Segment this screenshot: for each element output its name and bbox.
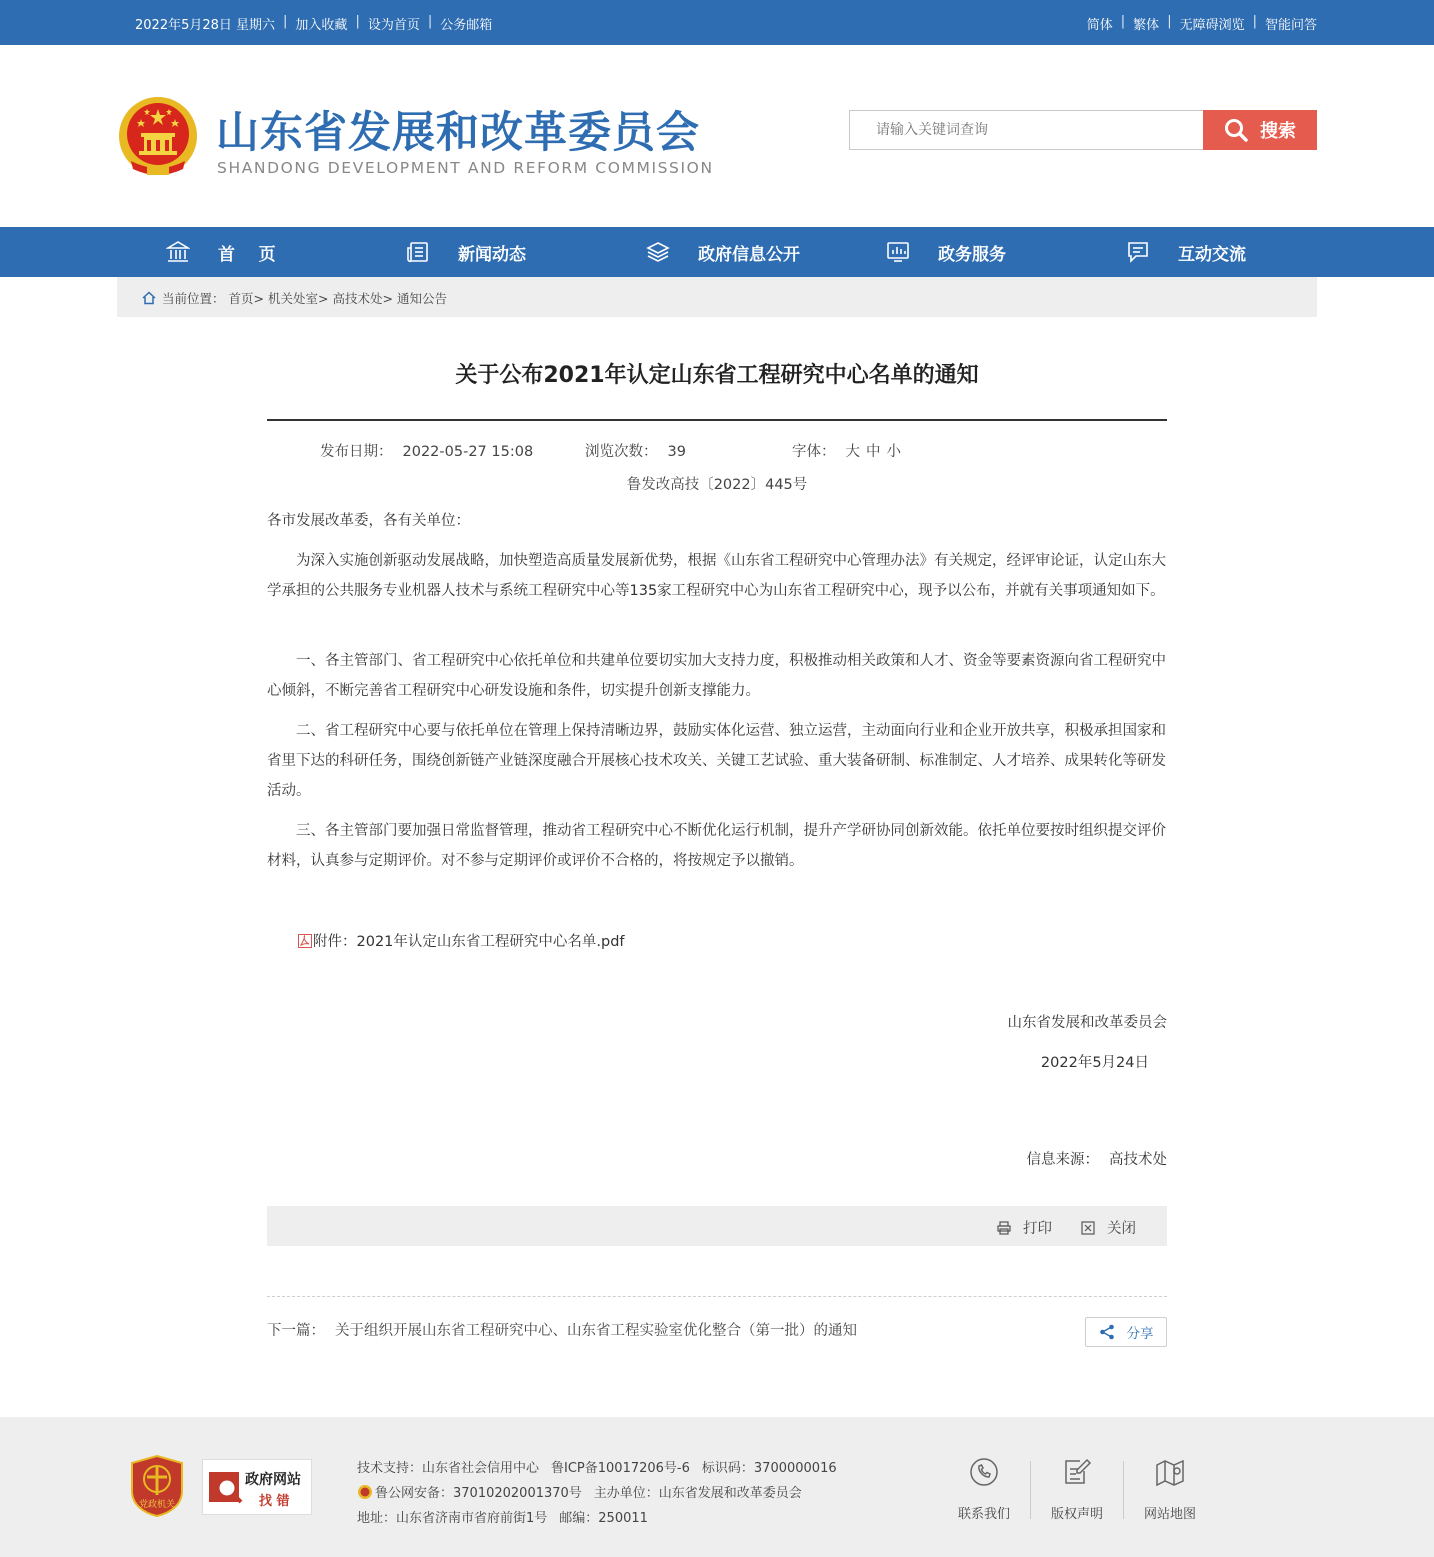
site-code: 标识码：3700000016 [701,1461,837,1476]
font-large-button[interactable]: 大 [845,444,860,460]
mailbox-link[interactable]: 公务邮箱 [440,18,493,33]
address: 地址：山东省济南市省府前街1号 [357,1511,548,1526]
newspaper-icon [406,240,430,264]
close-label: 关闭 [1107,1221,1136,1237]
breadcrumb-inner [142,289,447,307]
font-medium-button[interactable]: 中 [866,444,881,460]
copyright-label: 版权声明 [1050,1507,1103,1522]
find-error-line2: 找 错 [259,1494,290,1509]
police-record[interactable]: 鲁公网安备：37010202001370号 [375,1486,582,1501]
host-unit: 主办单位：山东省发展和改革委员会 [593,1486,802,1501]
contact-us-label: 联系我们 [957,1507,1010,1522]
chat-icon [1126,240,1150,264]
layers-icon [646,240,670,264]
main-nav [0,227,1434,277]
footer [0,1417,1434,1557]
home-icon [142,291,156,305]
footer-info-line2 [357,1482,814,1501]
breadcrumb-home[interactable]: 首页 [228,291,254,306]
set-homepage-link[interactable]: 设为首页 [367,18,420,33]
printer-icon [997,1221,1011,1235]
edit-document-icon [1062,1457,1092,1487]
footer-info-line3 [357,1507,660,1526]
breadcrumb [117,277,1317,317]
police-badge-icon [357,1484,373,1500]
sitemap-label: 网站地图 [1143,1507,1196,1522]
nav-item-services[interactable] [886,227,1006,277]
chart-icon [886,240,910,264]
font-small-button[interactable]: 小 [886,444,901,460]
breadcrumb-notices[interactable]: 通知公告 [397,291,448,306]
publish-date-label: 发布日期： [320,444,393,460]
breadcrumb-separator: > [318,290,329,306]
publish-date: 2022-05-27 15:08 [402,444,534,460]
dashed-divider [267,1296,1167,1297]
next-post-label: 下一篇： [267,1323,325,1339]
separator: | [355,14,360,29]
views-label: 浏览次数： [585,444,658,460]
map-icon [1155,1457,1185,1487]
party-badge-text: 党政机关 [138,1500,176,1510]
phone-icon [969,1457,999,1487]
nav-item-home[interactable] [166,227,276,277]
article-title: 关于公布2021年认定山东省工程研究中心名单的通知 [455,363,979,388]
search-icon [1224,118,1248,142]
font-size-meta [792,440,907,461]
separator: | [427,14,433,29]
tech-support: 技术支持：山东省社会信用中心 [357,1461,540,1476]
footer-divider [1030,1461,1031,1519]
traditional-link[interactable]: 繁体 [1133,18,1160,33]
views-meta [585,440,686,461]
icp-number[interactable]: 鲁ICP备10017206号-6 [551,1461,690,1476]
breadcrumb-separator: > [253,290,265,306]
views-count: 39 [667,444,686,460]
top-bar [0,0,1434,45]
separator: | [1120,14,1126,29]
separator: | [283,14,288,29]
site-title: 山东省发展和改革委员会 [216,108,700,158]
next-post-link[interactable]: 关于组织开展山东省工程研究中心、山东省工程实验室优化整合（第一批）的通知 [335,1323,857,1339]
paragraph-two: 二、省工程研究中心要与依托单位在管理上保持清晰边界，鼓励实体化运营、独立运营，主动面向行业和企业开放共享，积极承担国家和省里下达的科研任务，围绕创新链产业链深度融合开展核心技术攻关、关键工艺试验、重大装备研制、标准制定、人才培养、成果转化等研发活动。 [267,723,1166,799]
close-icon [1081,1221,1095,1235]
separator: | [1167,14,1172,29]
magnifier-icon [207,1468,247,1508]
simplified-link[interactable]: 简体 [1086,18,1113,33]
current-date: 2022年5月28日 星期六 [135,18,276,33]
search-input[interactable] [849,110,1203,150]
copyright-link[interactable] [1037,1457,1117,1522]
find-error-badge[interactable] [202,1459,312,1515]
separator: | [1252,14,1257,29]
breadcrumb-departments[interactable]: 机关处室 [268,291,319,306]
document-number: 鲁发改高技〔2022〕445号 [626,477,808,493]
breadcrumb-hightech[interactable]: 高技术处 [332,291,383,306]
info-source-value: 高技术处 [1109,1152,1167,1168]
title-divider [267,419,1167,421]
nav-item-label: 政务服务 [938,244,1006,265]
signer: 山东省发展和改革委员会 [1007,1015,1167,1031]
share-label: 分享 [1126,1326,1154,1342]
nav-item-news[interactable] [406,227,526,277]
party-organ-badge-icon[interactable] [130,1455,184,1517]
publish-date-meta [320,440,533,461]
sign-date: 2022年5月24日 [1040,1055,1149,1071]
search-button[interactable] [1203,110,1317,150]
search-button-label: 搜索 [1260,121,1296,142]
paragraph-intro: 为深入实施创新驱动发展战略，加快塑造高质量发展新优势，根据《山东省工程研究中心管理办法》有关规定，经评审论证，认定山东大学承担的公共服务专业机器人技术与系统工程研究中心等135家工程研究中心为山东省工程研究中心，现予以公布，并就有关事项通知如下。 [267,553,1166,599]
national-emblem-icon [117,95,199,181]
nav-item-gov-info[interactable] [646,227,800,277]
print-label: 打印 [1023,1221,1052,1237]
nav-item-label: 政府信息公开 [698,244,800,265]
article-toolbar [267,1206,1167,1246]
salutation: 各市发展改革委，各有关单位： [267,513,470,529]
find-error-line1: 政府网站 [245,1472,301,1488]
postcode: 邮编：250011 [559,1511,648,1526]
next-post [267,1319,857,1340]
top-bar-right [1087,14,1317,33]
pdf-icon [297,933,313,949]
accessible-link[interactable]: 无障碍浏览 [1179,18,1245,33]
paragraph-three: 三、各主管部门要加强日常监督管理，推动省工程研究中心不断优化运行机制，提升产学研协同创新效能。依托单位要按时组织提交评价材料，认真参与定期评价。对不参与定期评价或评价不合格的，将按规定予以撤销。 [267,823,1166,869]
site-header [0,45,1434,227]
share-button[interactable] [1085,1317,1167,1347]
nav-item-interaction[interactable] [1126,227,1246,277]
close-button[interactable] [1081,1217,1136,1238]
nav-item-label: 新闻动态 [458,244,526,265]
smart-qa-link[interactable]: 智能问答 [1264,18,1317,33]
footer-divider [1123,1461,1124,1519]
nav-item-label: 互动交流 [1178,244,1246,265]
attachment-label: 附件：2021年认定山东省工程研究中心名单.pdf [313,934,625,950]
attachment-link[interactable] [297,930,625,951]
font-size-label: 字体： [792,444,836,460]
top-bar-left [135,14,492,33]
nav-item-label: 首 页 [218,244,276,265]
info-source-label: 信息来源： [1026,1152,1099,1168]
building-icon [166,240,190,264]
paragraph-one: 一、各主管部门、省工程研究中心依托单位和共建单位要切实加大支持力度，积极推动相关政策和人才、资金等要素资源向省工程研究中心倾斜，不断完善省工程研究中心研发设施和条件，切实提升创新支撑能力。 [267,653,1166,699]
add-favorite-link[interactable]: 加入收藏 [295,18,348,33]
share-icon [1099,1324,1115,1340]
contact-us-link[interactable] [944,1457,1024,1522]
info-source [1027,1148,1168,1169]
breadcrumb-separator: > [382,290,394,306]
breadcrumb-prefix: 当前位置： [162,291,225,306]
sitemap-link[interactable] [1130,1457,1210,1522]
footer-info-line1 [357,1457,849,1476]
print-button[interactable] [997,1217,1052,1238]
site-subtitle: SHANDONG DEVELOPMENT AND REFORM COMMISSION [217,159,714,177]
